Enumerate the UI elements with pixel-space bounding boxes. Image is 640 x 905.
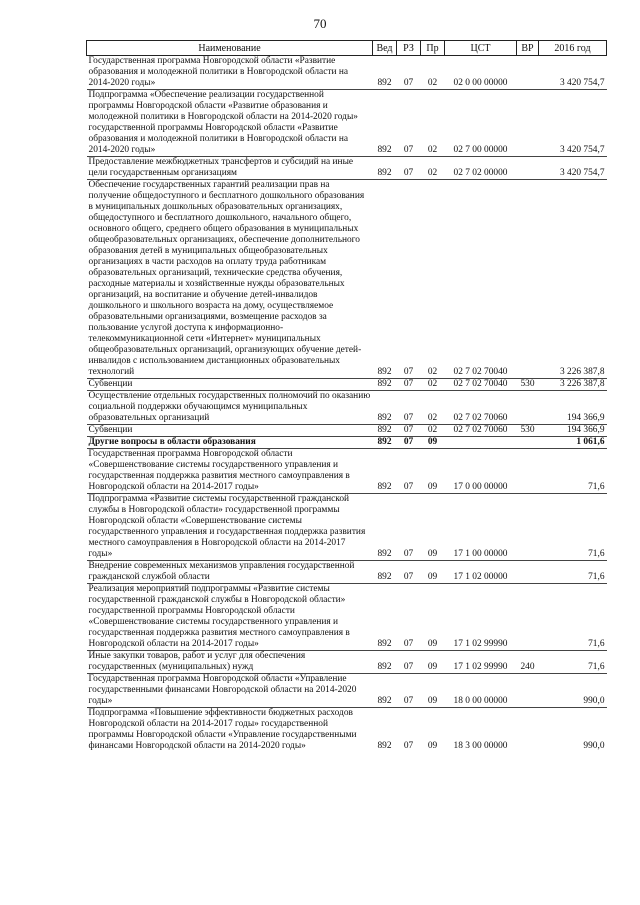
row-amount: 71,6 [539,584,607,651]
table-row [87,449,607,494]
row-cst: 17 0 00 00000 [445,449,517,494]
row-cst: 02 7 02 00000 [445,157,517,180]
row-rz: 07 [397,180,421,379]
row-name: Субвенции [87,425,373,437]
row-amount: 3 226 387,8 [539,379,607,391]
row-cst: 17 1 02 00000 [445,561,517,584]
row-name: Иные закупки товаров, работ и услуг для обеспечения государственных (муниципальных) нужд [87,651,373,674]
row-pr: 02 [421,391,445,425]
row-pr: 09 [421,437,445,449]
row-pr: 09 [421,494,445,561]
row-name: Реализация мероприятий подпрограммы «Развитие системы государственной гражданской службы в Новгородской области» государственной программы Новгородской области «Совершенствование системы государственного управления и государственная поддержка развития местного самоуправления в Новгородской области на 2014-2017 годы» [87,584,373,651]
row-rz: 07 [397,561,421,584]
table-row [87,708,607,753]
row-cst: 17 1 00 00000 [445,494,517,561]
row-amount: 990,0 [539,708,607,753]
table-row [87,651,607,674]
row-rz: 07 [397,449,421,494]
row-amount: 194 366,9 [539,391,607,425]
header-vr: ВР [517,41,539,56]
row-amount: 1 061,6 [539,437,607,449]
header-rz: РЗ [397,41,421,56]
row-name: Другие вопросы в области образования [87,437,373,449]
row-vr [517,584,539,651]
row-name: Подпрограмма «Развитие системы государственной гражданской службы в Новгородской области» государственной программы Новгородской области «Совершенствование системы государственного управления и государственная поддержка развития местного самоуправления в Новгородской области на 2014-2017 годы» [87,494,373,561]
row-vr [517,674,539,708]
table-row [87,180,607,379]
row-ved: 892 [373,708,397,753]
row-rz: 07 [397,708,421,753]
row-cst: 02 7 02 70060 [445,425,517,437]
row-name: Предоставление межбюджетных трансфертов и субсидий на иные цели государственным организациям [87,157,373,180]
table-row [87,379,607,391]
row-vr [517,561,539,584]
row-vr: 240 [517,651,539,674]
row-cst: 02 7 02 70040 [445,180,517,379]
row-rz: 07 [397,674,421,708]
row-name: Субвенции [87,379,373,391]
row-ved: 892 [373,561,397,584]
row-pr: 02 [421,379,445,391]
row-pr: 09 [421,651,445,674]
table-row [87,425,607,437]
row-cst: 02 0 00 00000 [453,78,508,88]
row-amount: 3 420 754,7 [539,90,607,157]
row-ved: 892 [377,78,392,88]
row-vr [517,708,539,753]
row-ved: 892 [373,437,397,449]
row-rz: 07 [403,78,414,88]
row-cst: 17 1 02 99990 [445,584,517,651]
row-vr [517,391,539,425]
row-amount: 71,6 [539,494,607,561]
row-ved: 892 [373,584,397,651]
table-row [87,391,607,425]
row-name: Государственная программа Новгородской области «Развитие образования и молодежной политики в Новгородской области на 2014-2020 годы» [88,56,349,88]
row-rz: 07 [397,379,421,391]
row-rz: 07 [397,437,421,449]
table-row [87,157,607,180]
row-cst: 17 1 02 99990 [445,651,517,674]
row-cst: 02 7 02 70040 [445,379,517,391]
row-rz: 07 [397,157,421,180]
row-amount: 71,6 [539,449,607,494]
row-name: Внедрение современных механизмов управления государственной гражданской службой области [87,561,373,584]
table-row [87,90,607,157]
row-amount: 3 420 754,7 [539,157,607,180]
row-cst: 18 0 00 00000 [445,674,517,708]
row-name: Государственная программа Новгородской области «Управление государственными финансами Новгородской области на 2014-2020 годы» [87,674,373,708]
row-cst: 02 7 02 70060 [445,391,517,425]
row-ved: 892 [373,90,397,157]
table-row [87,584,607,651]
row-ved: 892 [373,674,397,708]
row-name: Подпрограмма «Обеспечение реализации государственной программы Новгородской области «Развитие образования и молодежной политики в Новгородской области на 2014-2020 годы» государственной программы Новгородской области «Развитие образования и молодежной политики в Новгородской области на 2014-2020 годы» [87,90,373,157]
header-name: Наименование [87,41,373,56]
row-amount: 71,6 [539,651,607,674]
row-pr: 02 [427,78,438,88]
row-pr: 09 [421,584,445,651]
table-row [87,674,607,708]
row-pr: 09 [421,561,445,584]
row-cst [445,437,517,449]
row-vr [517,180,539,379]
row-vr: 530 [517,379,539,391]
row-pr: 02 [421,157,445,180]
row-amount: 194 366,9 [539,425,607,437]
row-rz: 07 [397,90,421,157]
row-vr [517,494,539,561]
table-header-row [87,41,607,56]
row-pr: 09 [421,674,445,708]
row-ved: 892 [373,425,397,437]
row-ved: 892 [373,449,397,494]
row-pr: 02 [421,425,445,437]
header-pr: Пр [421,41,445,56]
row-rz: 07 [397,391,421,425]
table-row [87,561,607,584]
row-rz: 07 [397,494,421,561]
row-vr [517,157,539,180]
row-ved: 892 [373,651,397,674]
row-pr: 09 [421,708,445,753]
row-cst: 18 3 00 00000 [445,708,517,753]
row-ved: 892 [373,391,397,425]
page-number: 70 [313,16,327,31]
row-rz: 07 [397,651,421,674]
table-body [87,56,607,753]
row-ved: 892 [373,180,397,379]
header-cst: ЦСТ [445,41,517,56]
budget-table [86,40,607,752]
row-name: Осуществление отдельных государственных полномочий по оказанию социальной поддержки обучающимся муниципальных образовательных организаций [87,391,373,425]
row-vr: 530 [517,425,539,437]
row-pr: 02 [421,180,445,379]
table-row [87,494,607,561]
row-vr [517,56,539,90]
row-amount: 3 420 754,7 [559,78,605,88]
row-pr: 09 [421,449,445,494]
row-cst: 02 7 00 00000 [445,90,517,157]
row-ved: 892 [373,157,397,180]
row-amount: 71,6 [539,561,607,584]
row-vr [517,449,539,494]
row-amount: 990,0 [539,674,607,708]
header-year: 2016 год [539,41,607,56]
row-ved: 892 [373,379,397,391]
table-row [87,56,607,90]
row-rz: 07 [397,425,421,437]
row-vr [517,90,539,157]
row-name: Подпрограмма «Повышение эффективности бюджетных расходов Новгородской области на 2014-2017 годы» государственной программы Новгородской области «Управление государственными финансами Новгородской области на 2014-2020 годы» [87,708,373,753]
row-vr [517,437,539,449]
row-ved: 892 [373,494,397,561]
row-pr: 02 [421,90,445,157]
row-rz: 07 [397,584,421,651]
row-name: Обеспечение государственных гарантий реализации прав на получение общедоступного и бесплатного дошкольного образования в муниципальных дошкольных образовательных организациях, общедоступного и бесплатного дошкольного, начального общего, основного общего, среднего общего образования в муниципальных общеобразовательных организациях, обеспечение дополнительного образования детей в муниципальных общеобразовательных организациях в части расходов на оплату труда работникам образовательных организаций, технические средства обучения, расходные материалы и хозяйственные нужды образовательных организаций, на воспитание и обучение детей-инвалидов дошкольного и школьного возраста на дому, осуществляемое образовательными организациями, возмещение расходов за пользование услугой доступа к информационно-телекоммуникационной сети «Интернет» муниципальных общеобразовательных организаций, организующих обучение детей-инвалидов с использованием дистанционных образовательных технологий [87,180,373,379]
row-amount: 3 226 387,8 [539,180,607,379]
row-name: Государственная программа Новгородской области «Совершенствование системы государственного управления и государственная поддержка развития местного самоуправления в Новгородской области на 2014-2017 годы» [87,449,373,494]
header-ved: Вед [373,41,397,56]
table-row [87,437,607,449]
